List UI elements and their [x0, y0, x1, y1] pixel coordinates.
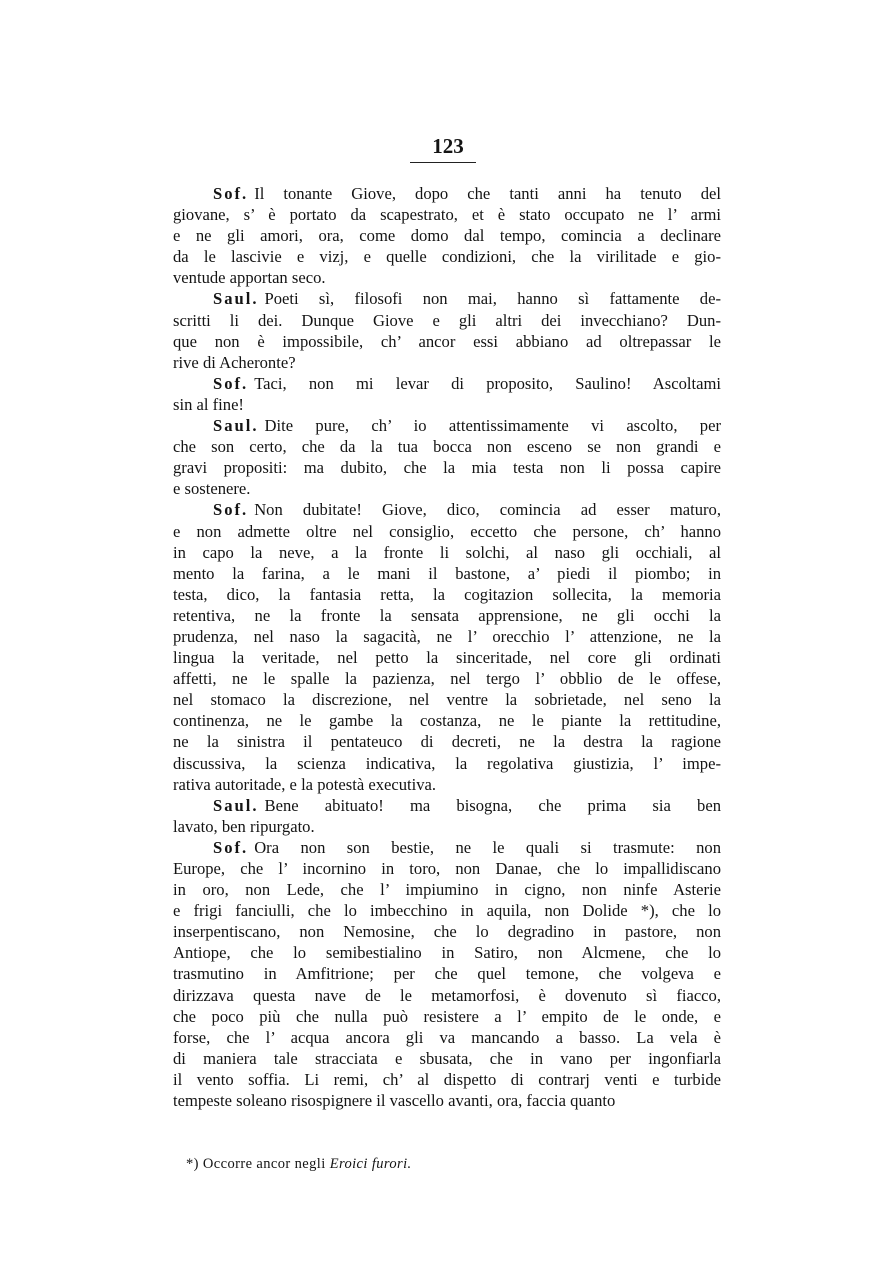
- line-text: nel stomaco la discrezione, nel ventre la sobrietade, nel seno la: [173, 690, 721, 710]
- line-text: e frigi fanciulli, che lo imbecchino in aquila, non Dolide *), che lo: [173, 901, 721, 921]
- text-line: [173, 985, 721, 1006]
- line-text: e sostenere.: [173, 479, 251, 499]
- text-line: [173, 225, 721, 246]
- text-line: [173, 331, 721, 352]
- line-text: di maniera tale stracciata e sbusata, che in vano per ingonfiarla: [173, 1048, 721, 1068]
- text-line: [173, 521, 721, 542]
- text-line: [173, 710, 721, 731]
- text-line: [173, 499, 721, 520]
- text-line: [173, 1090, 721, 1111]
- text-line: [173, 288, 721, 309]
- line-text: tempeste soleano risospignere il vascello avanti, ora, faccia quanto: [173, 1091, 616, 1111]
- line-text: Antiope, che lo semibestialino in Satiro, non Alcmene, che lo: [173, 943, 721, 963]
- line-text: in oro, non Lede, che l’ impiumino in cigno, non ninfe Asterie: [173, 880, 721, 900]
- speaker-name: Saul.: [213, 795, 259, 815]
- line-text: che son certo, che da la tua bocca non esceno se non grandi e: [173, 437, 721, 457]
- text-line: [173, 605, 721, 626]
- text-line: [173, 183, 721, 204]
- line-text: giovane, s’ è portato da scapestrato, et è stato occupato ne l’ armi: [173, 205, 721, 225]
- line-text: gravi propositi: ma dubito, che la mia testa non li possa capire: [173, 458, 721, 478]
- text-line: [173, 921, 721, 942]
- line-text: forse, che l’ acqua ancora gli va mancando a basso. La vela è: [173, 1027, 721, 1047]
- line-text: scritti li dei. Dunque Giove e gli altri dei invecchiano? Dun-: [173, 310, 721, 330]
- text-line: [173, 1048, 721, 1069]
- line-text: che poco più che nulla può resistere a l’ empito de le onde, e: [173, 1006, 721, 1026]
- footnote: [186, 1155, 412, 1173]
- text-line: [173, 816, 721, 837]
- speaker-name: Sof.: [213, 837, 249, 857]
- text-line: [173, 478, 721, 499]
- page-number: 123: [432, 134, 464, 158]
- line-text: prudenza, nel naso la sagacità, ne l’ orecchio l’ attenzione, ne la: [173, 626, 721, 646]
- line-text: Bene abituato! ma bisogna, che prima sia ben: [264, 795, 721, 815]
- text-line: [173, 774, 721, 795]
- text-line: [173, 731, 721, 752]
- line-text: Ora non son bestie, ne le quali si trasmute: non: [254, 837, 721, 857]
- text-line: [173, 837, 721, 858]
- line-text: ne la sinistra il pentateuco di decreti, ne la destra la ragione: [173, 732, 721, 752]
- line-text: Taci, non mi levar di proposito, Saulino! Ascoltami: [254, 373, 721, 393]
- text-line: [173, 626, 721, 647]
- text-line: [173, 415, 721, 436]
- line-text: affetti, ne le spalle la pazienza, nel tergo l’ obblio de le offese,: [173, 669, 721, 689]
- text-line: [173, 942, 721, 963]
- text-line: [173, 246, 721, 267]
- text-line: [173, 310, 721, 331]
- line-text: lingua la veritade, nel petto la sinceritade, nel core gli ordinati: [173, 648, 721, 668]
- text-line: [173, 1027, 721, 1048]
- line-text: rive di Acheronte?: [173, 352, 296, 372]
- line-text: que non è impossibile, ch’ ancor essi abbiano ad oltrepassar le: [173, 331, 721, 351]
- text-line: [173, 858, 721, 879]
- line-text: discussiva, la scienza indicativa, la regolativa giustizia, l’ impe-: [173, 753, 721, 773]
- line-text: rativa autoritade, e la potestà executiva.: [173, 774, 437, 794]
- line-text: e non admette oltre nel consiglio, eccetto che persone, ch’ hanno: [173, 521, 721, 541]
- speaker-name: Sof.: [213, 184, 249, 203]
- text-line: [173, 1069, 721, 1090]
- main-text: [173, 183, 721, 1111]
- line-text: e ne gli amori, ora, come domo dal tempo, comincia a declinare: [173, 226, 721, 246]
- text-line: [173, 753, 721, 774]
- line-text: trasmutino in Amfitrione; per che quel temone, che volgeva e: [173, 964, 721, 984]
- footnote-marker: *): [186, 1156, 199, 1172]
- text-line: [173, 795, 721, 816]
- line-text: continenza, ne le gambe la costanza, ne le piante la rettitudine,: [173, 711, 721, 731]
- line-text: da le lascivie e vizj, e quelle condizioni, che la virilitade e gio-: [173, 247, 721, 267]
- line-text: Il tonante Giove, dopo che tanti anni ha tenuto del: [254, 184, 721, 203]
- line-text: ventude apportan seco.: [173, 268, 326, 288]
- text-line: [173, 563, 721, 584]
- speaker-name: Saul.: [213, 289, 259, 309]
- text-line: [173, 436, 721, 457]
- text-line: [173, 900, 721, 921]
- line-text: mento la farina, a le mani il bastone, a’ piedi il piombo; in: [173, 563, 721, 583]
- text-line: [173, 1006, 721, 1027]
- speaker-name: Sof.: [213, 373, 249, 393]
- line-text: sin al fine!: [173, 394, 244, 414]
- text-line: [173, 373, 721, 394]
- footnote-work-title: Eroici furori.: [329, 1156, 412, 1172]
- line-text: inserpentiscano, non Nemosine, che lo degradino in pastore, non: [173, 922, 721, 942]
- line-text: dirizzava questa nave de le metamorfosi, è dovenuto sì fiacco,: [173, 985, 721, 1005]
- line-text: Poeti sì, filosofi non mai, hanno sì fattamente de-: [264, 289, 721, 309]
- text-line: [173, 963, 721, 984]
- text-line: [173, 542, 721, 563]
- text-line: [173, 204, 721, 225]
- text-line: [173, 879, 721, 900]
- line-text: il vento soffia. Li remi, ch’ al dispetto di contrarj venti e turbide: [173, 1069, 721, 1089]
- line-text: in capo la neve, a la fronte li solchi, al naso gli occhiali, al: [173, 542, 721, 562]
- text-line: [173, 352, 721, 373]
- text-line: [173, 394, 721, 415]
- speaker-name: Sof.: [213, 500, 249, 520]
- text-line: [173, 689, 721, 710]
- text-line: [173, 668, 721, 689]
- text-line: [173, 267, 721, 288]
- line-text: Non dubitate! Giove, dico, comincia ad esser maturo,: [254, 500, 721, 520]
- page-number-rule: [410, 162, 476, 163]
- text-line: [173, 584, 721, 605]
- footnote-text: Occorre ancor negli: [202, 1156, 326, 1172]
- line-text: lavato, ben ripurgato.: [173, 816, 315, 836]
- text-line: [173, 647, 721, 668]
- text-line: [173, 457, 721, 478]
- line-text: Dite pure, ch’ io attentissimamente vi ascolto, per: [264, 416, 721, 436]
- line-text: retentiva, ne la fronte la sensata apprensione, ne gli occhi la: [173, 605, 721, 625]
- line-text: testa, dico, la fantasia retta, la cogitazion sollecita, la memoria: [173, 584, 721, 604]
- line-text: Europe, che l’ incornino in toro, non Danae, che lo impallidiscano: [173, 859, 721, 878]
- speaker-name: Saul.: [213, 416, 259, 436]
